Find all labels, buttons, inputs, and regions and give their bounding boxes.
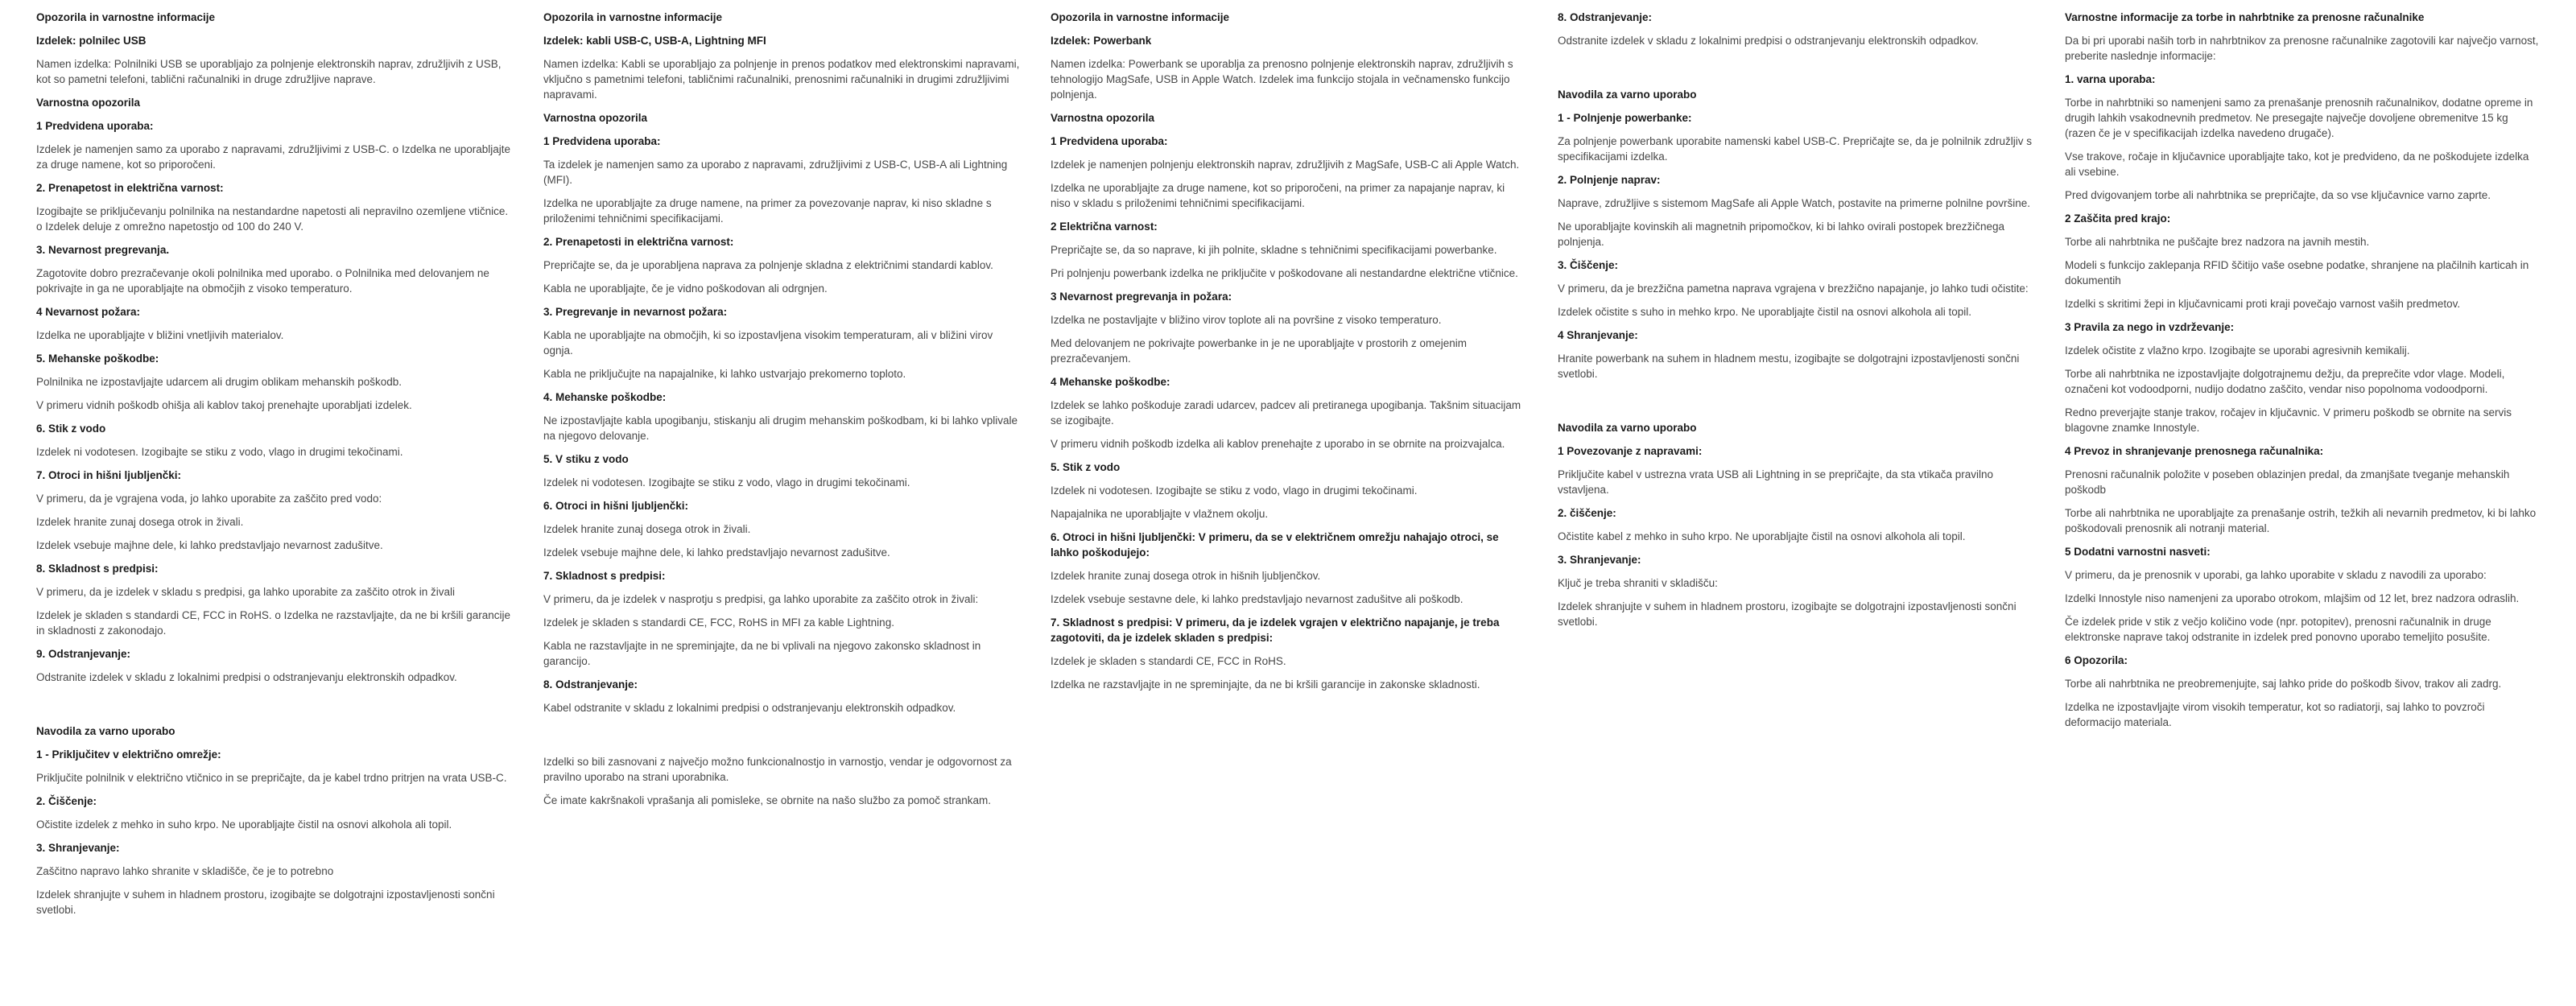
paragraph: Hranite powerbank na suhem in hladnem mestu, izogibajte se dolgotrajni izpostavljenosti sončni svetlobi. (1558, 353, 2020, 380)
paragraph: Prepričajte se, da so naprave, ki jih polnite, skladne s tehničnimi specifikacijami powerbanke. (1051, 244, 1497, 256)
section-heading: 6. Stik z vodo (36, 423, 106, 435)
section-heading: Varnostna opozorila (543, 112, 648, 124)
paragraph: V primeru vidnih poškodb izdelka ali kablov prenehajte z uporabo in se obrnite na proizvajalca. (1051, 438, 1505, 450)
paragraph: V primeru, da je brezžična pametna naprava vgrajena v brezžično napajanje, jo lahko tudi očistite: (1558, 282, 2029, 295)
section-heading: 7. Skladnost s predpisi: V primeru, da je izdelek vgrajen v električno napajanje, je treba zagotoviti, da je izdelek skladen s predpisi: (1051, 616, 1500, 644)
text-column-2 (543, 10, 1020, 816)
section-heading: 3 Nevarnost pregrevanja in požara: (1051, 291, 1232, 303)
section-heading: 2. čiščenje: (1558, 507, 1616, 519)
paragraph: Namen izdelka: Powerbank se uporablja za prenosno polnjenje elektronskih naprav, združljivih s tehnologijo MagSafe, USB in Apple Watch. Izdelek ima funkcijo stojala in večnamensko funkcijo polnjenja. (1051, 58, 1513, 101)
paragraph: Izdelek ni vodotesen. Izogibajte se stiku z vodo, vlago in drugimi tekočinami. (36, 446, 403, 458)
section-heading: 4 Prevoz in shranjevanje prenosnega računalnika: (2065, 445, 2324, 457)
paragraph: Da bi pri uporabi naših torb in nahrbtnikov za prenosne računalnike zagotovili kar največjo varnost, preberite naslednje informacije: (2065, 35, 2539, 62)
section-gap (1558, 390, 2034, 420)
text-column-4 (1558, 10, 2034, 637)
section-heading: 8. Odstranjevanje: (1558, 11, 1653, 23)
section-heading: 5. V stiku z vodo (543, 453, 629, 465)
section-heading: 4. Mehanske poškodbe: (543, 391, 667, 403)
paragraph: Izdelka ne uporabljajte v bližini vnetljivih materialov. (36, 329, 284, 341)
section-heading: 1 - Priključitev v električno omrežje: (36, 748, 221, 761)
section-heading: 3. Shranjevanje: (36, 842, 120, 854)
section-heading: 2. Čiščenje: (36, 795, 97, 807)
section-heading: 2. Polnjenje naprav: (1558, 174, 1661, 186)
section-heading: 3. Pregrevanje in nevarnost požara: (543, 306, 728, 318)
section-heading: 1 Predvidena uporaba: (36, 120, 154, 132)
paragraph: Izdelek se lahko poškoduje zaradi udarcev, padcev ali pretiranega upogibanja. Takšnim situacijam se izogibajte. (1051, 399, 1521, 427)
paragraph: Prepričajte se, da je uporabljena naprava za polnjenje skladna z električnimi standardi kablov. (543, 259, 993, 271)
section-heading: 7. Skladnost s predpisi: (543, 570, 666, 582)
paragraph: Redno preverjajte stanje trakov, ročajev in ključavnic. V primeru poškodb se obrnite na servis blagovne znamke Innostyle. (2065, 406, 2512, 434)
paragraph: Izdelek vsebuje majhne dele, ki lahko predstavljajo nevarnost zadušitve. (543, 546, 890, 559)
section-heading: 1 Predvidena uporaba: (543, 135, 661, 147)
section-heading: Varnostna opozorila (36, 97, 141, 109)
section-heading: Navodila za varno uporabo (1558, 422, 1697, 434)
paragraph: Ne uporabljajte kovinskih ali magnetnih pripomočkov, ki bi lahko ovirali postopek brezžičnega polnjenja. (1558, 221, 2005, 248)
paragraph: Ne izpostavljajte kabla upogibanju, stiskanju ali drugim mehanskim poškodbam, ki bi lahko vplivale na njegovo delovanje. (543, 414, 1018, 442)
paragraph: V primeru, da je izdelek v skladu s predpisi, ga lahko uporabite za zaščito otrok in živali (36, 586, 456, 598)
paragraph: Izogibajte se priključevanju polnilnika na nestandardne napetosti ali nepravilno ozemljene vtičnice. o Izdelek deluje z omrežno napetostjo od 100 do 240 V. (36, 205, 509, 233)
paragraph: Kabel odstranite v skladu z lokalnimi predpisi o odstranjevanju elektronskih odpadkov. (543, 702, 956, 714)
paragraph: Izdelek hranite zunaj dosega otrok in živali. (543, 523, 751, 535)
section-gap (1558, 56, 2034, 87)
section-heading: 6. Otroci in hišni ljubljenčki: V primeru, da se v električnem omrežju nahajajo otroci, se lahko poškodujejo: (1051, 531, 1499, 559)
section-heading: 1 Predvidena uporaba: (1051, 135, 1168, 147)
section-heading: Opozorila in varnostne informacije (1051, 11, 1230, 23)
paragraph: Kabla ne priključujte na napajalnike, ki lahko ustvarjajo prekomerno toploto. (543, 368, 906, 380)
section-heading: 3. Nevarnost pregrevanja. (36, 244, 170, 256)
paragraph: Izdelek je namenjen polnjenju elektronskih naprav, združljivih z MagSafe, USB-C ali Apple Watch. (1051, 159, 1520, 171)
paragraph: Izdelek ni vodotesen. Izogibajte se stiku z vodo, vlago in drugimi tekočinami. (543, 476, 910, 489)
section-heading: 8. Odstranjevanje: (543, 678, 638, 691)
paragraph: Izdelek hranite zunaj dosega otrok in hišnih ljubljenčkov. (1051, 570, 1321, 582)
paragraph: V primeru, da je vgrajena voda, jo lahko uporabite za zaščito pred vodo: (36, 493, 382, 505)
paragraph: Odstranite izdelek v skladu z lokalnimi predpisi o odstranjevanju elektronskih odpadkov. (36, 671, 457, 683)
section-heading: 5. Mehanske poškodbe: (36, 353, 159, 365)
section-heading: 6 Opozorila: (2065, 654, 2128, 666)
paragraph: Izdelka ne postavljajte v bližino virov toplote ali na površine z visoko temperaturo. (1051, 314, 1442, 326)
paragraph: Zaščitno napravo lahko shranite v skladišče, če je to potrebno (36, 865, 334, 877)
section-heading: 6. Otroci in hišni ljubljenčki: (543, 500, 689, 512)
paragraph: Pred dvigovanjem torbe ali nahrbtnika se prepričajte, da so vse ključavnice varno zaprte. (2065, 189, 2491, 201)
section-heading: 4 Nevarnost požara: (36, 306, 141, 318)
paragraph: Vse trakove, ročaje in ključavnice uporabljajte tako, kot je predvideno, da ne poškodujete izdelka ali vsebine. (2065, 150, 2529, 178)
section-heading: 2 Električna varnost: (1051, 221, 1158, 233)
section-heading: Varnostne informacije za torbe in nahrbtnike za prenosne računalnike (2065, 11, 2425, 23)
paragraph: Torbe ali nahrbtnika ne puščajte brez nadzora na javnih mestih. (2065, 236, 2370, 248)
paragraph: Izdelek shranjujte v suhem in hladnem prostoru, izogibajte se dolgotrajni izpostavljenosti sončni svetlobi. (36, 888, 495, 916)
section-heading: Opozorila in varnostne informacije (36, 11, 216, 23)
paragraph: Očistite kabel z mehko in suho krpo. Ne uporabljajte čistil na osnovi alkohola ali topil. (1558, 530, 1966, 542)
paragraph: Priključite kabel v ustrezna vrata USB ali Lightning in se prepričajte, da sta vtikača pravilno vstavljena. (1558, 468, 1994, 496)
section-heading: Navodila za varno uporabo (1558, 89, 1697, 101)
section-gap (543, 724, 1020, 754)
paragraph: Izdelka ne uporabljajte za druge namene, kot so priporočeni, na primer za napajanje naprav, ki niso v skladu s priloženimi tehničnimi specifikacijami. (1051, 182, 1505, 209)
paragraph: Če izdelek pride v stik z večjo količino vode (npr. potopitev), prenosni računalnik in druge elektronske naprave takoj odstranite in izdelek pred ponovno uporabo temeljito posušite. (2065, 616, 2491, 643)
section-heading: Izdelek: Powerbank (1051, 35, 1152, 47)
paragraph: Torbe in nahrbtniki so namenjeni samo za prenašanje prenosnih računalnikov, dodatne opreme in drugih lahkih vsakodnevnih predmetov. Ne presegajte največje dovoljene obremenitve 15 kg (razen če je v specifikacijah izdelka navedeno drugače). (2065, 97, 2533, 139)
paragraph: Kabla ne uporabljajte na območjih, ki so izpostavljena visokim temperaturam, ali v bližini virov ognja. (543, 329, 993, 357)
text-column-1 (36, 10, 513, 926)
paragraph: V primeru, da je izdelek v nasprotju s predpisi, ga lahko uporabite za zaščito otrok in živali: (543, 593, 979, 605)
paragraph: Izdelek je skladen s standardi CE, FCC in RoHS. o Izdelka ne razstavljajte, da ne bi kršili garancije in skladnosti z zakonodajo. (36, 609, 511, 637)
paragraph: Priključite polnilnik v električno vtičnico in se prepričajte, da je kabel trdno pritrjen na vrata USB-C. (36, 772, 507, 784)
section-heading: 2 Zaščita pred krajo: (2065, 212, 2171, 225)
text-column-5 (2065, 10, 2541, 738)
paragraph: Kabla ne uporabljajte, če je vidno poškodovan ali odrgnjen. (543, 282, 828, 295)
paragraph: Izdelek vsebuje sestavne dele, ki lahko predstavljajo nevarnost zadušitve ali poškodb. (1051, 593, 1463, 605)
section-heading: 2. Prenapetost in električna varnost: (36, 182, 224, 194)
paragraph: Namen izdelka: Kabli se uporabljajo za polnjenje in prenos podatkov med elektronskimi napravami, vključno s pametnimi telefoni, tabličnimi računalniki, prenosnimi računalniki in drugimi združljivimi napravami. (543, 58, 1020, 101)
section-heading: Izdelek: kabli USB-C, USB-A, Lightning MFI (543, 35, 766, 47)
paragraph: Naprave, združljive s sistemom MagSafe ali Apple Watch, postavite na primerne polnilne površine. (1558, 197, 2031, 209)
paragraph: Očistite izdelek z mehko in suho krpo. Ne uporabljajte čistil na osnovi alkohola ali topil. (36, 818, 452, 831)
paragraph: Izdelek vsebuje majhne dele, ki lahko predstavljajo nevarnost zadušitve. (36, 539, 383, 551)
paragraph: Prenosni računalnik položite v poseben oblazinjen predal, da zmanjšate tveganje mehanskih poškodb (2065, 468, 2510, 496)
paragraph: Ključ je treba shraniti v skladišču: (1558, 577, 1718, 589)
section-heading: 9. Odstranjevanje: (36, 648, 131, 660)
paragraph: Izdelka ne izpostavljajte virom visokih temperatur, kot so radiatorji, saj lahko to povzroči deformacijo materiala. (2065, 701, 2485, 728)
paragraph: Med delovanjem ne pokrivajte powerbanke in je ne uporabljajte v prostorih z omejenim prezračevanjem. (1051, 337, 1468, 365)
paragraph: V primeru vidnih poškodb ohišja ali kablov takoj prenehajte uporabljati izdelek. (36, 399, 412, 411)
section-heading: 3. Shranjevanje: (1558, 554, 1641, 566)
section-heading: Opozorila in varnostne informacije (543, 11, 723, 23)
paragraph: Izdelek ni vodotesen. Izogibajte se stiku z vodo, vlago in drugimi tekočinami. (1051, 484, 1418, 497)
section-heading: 1 Povezovanje z napravami: (1558, 445, 1703, 457)
paragraph: Modeli s funkcijo zaklepanja RFID ščitijo vaše osebne podatke, shranjene na plačilnih karticah in dokumentih (2065, 259, 2529, 287)
paragraph: Za polnjenje powerbank uporabite namenski kabel USB-C. Prepričajte se, da je polnilnik združljiv s specifikacijami izdelka. (1558, 135, 2033, 163)
paragraph: Polnilnika ne izpostavljajte udarcem ali drugim oblikam mehanskih poškodb. (36, 376, 402, 388)
paragraph: Izdelki so bili zasnovani z največjo možno funkcionalnostjo in varnostjo, vendar je odgovornost za pravilno uporabo na strani uporabnika. (543, 756, 1012, 783)
section-heading: 4 Mehanske poškodbe: (1051, 376, 1170, 388)
paragraph: Ta izdelek je namenjen samo za uporabo z napravami, združljivimi z USB-C, USB-A ali Lightning (MFI). (543, 159, 1008, 186)
paragraph: Torbe ali nahrbtnika ne preobremenjujte, saj lahko pride do poškodb šivov, trakov ali zadrg. (2065, 678, 2502, 690)
section-heading: 7. Otroci in hišni ljubljenčki: (36, 469, 182, 481)
paragraph: Torbe ali nahrbtnika ne uporabljajte za prenašanje ostrih, težkih ali nevarnih predmetov, ki bi lahko poškodovali prenosnik ali notranji material. (2065, 507, 2537, 534)
paragraph: V primeru, da je prenosnik v uporabi, ga lahko uporabite v skladu z navodili za uporabo: (2065, 569, 2487, 581)
section-heading: 5 Dodatni varnostni nasveti: (2065, 546, 2211, 558)
paragraph: Izdelek je skladen s standardi CE, FCC, RoHS in MFI za kable Lightning. (543, 616, 894, 629)
paragraph: Če imate kakršnakoli vprašanja ali pomisleke, se obrnite na našo službo za pomoč strankam. (543, 794, 992, 806)
paragraph: Izdelki s skritimi žepi in ključavnicami proti kraji povečajo varnost vaših predmetov. (2065, 298, 2461, 310)
section-heading: Navodila za varno uporabo (36, 725, 175, 737)
paragraph: Izdelek shranjujte v suhem in hladnem prostoru, izogibajte se dolgotrajni izpostavljenosti sončni svetlobi. (1558, 600, 2017, 628)
section-gap (36, 693, 513, 724)
paragraph: Pri polnjenju powerbank izdelka ne priključite v poškodovane ali nestandardne električne vtičnice. (1051, 267, 1518, 279)
section-heading: 1 - Polnjenje powerbanke: (1558, 112, 1692, 124)
paragraph: Torbe ali nahrbtnika ne izpostavljajte dolgotrajnemu dežju, da preprečite vdor vlage. Modeli, označeni kot vodoodporni, nudijo dodatno zaščito, vendar niso popolnoma vodoodporni. (2065, 368, 2505, 395)
paragraph: Napajalnika ne uporabljajte v vlažnem okolju. (1051, 508, 1269, 520)
section-heading: 1. varna uporaba: (2065, 73, 2156, 85)
paragraph: Izdelek očistite z vlažno krpo. Izogibajte se uporabi agresivnih kemikalij. (2065, 344, 2410, 357)
paragraph: Namen izdelka: Polnilniki USB se uporabljajo za polnjenje elektronskih naprav, združljivih z USB, kot so pametni telefoni, tablični računalniki in druge združljive naprave. (36, 58, 502, 85)
paragraph: Izdelek očistite s suho in mehko krpo. Ne uporabljajte čistil na osnovi alkohola ali topil. (1558, 306, 1972, 318)
paragraph: Izdelek hranite zunaj dosega otrok in živali. (36, 516, 244, 528)
section-heading: 4 Shranjevanje: (1558, 329, 1638, 341)
text-column-3 (1051, 10, 1527, 700)
section-heading: 3 Pravila za nego in vzdrževanje: (2065, 321, 2235, 333)
paragraph: Izdelek je namenjen samo za uporabo z napravami, združljivimi z USB-C. o Izdelka ne uporabljajte za druge namene, kot so priporočeni. (36, 143, 511, 171)
paragraph: Kabla ne razstavljajte in ne spreminjajte, da ne bi vplivali na njegovo zakonsko skladnost in garancijo. (543, 640, 981, 667)
paragraph: Odstranite izdelek v skladu z lokalnimi predpisi o odstranjevanju elektronskih odpadkov. (1558, 35, 1979, 47)
paragraph: Izdelki Innostyle niso namenjeni za uporabo otrokom, mlajšim od 12 let, brez nadzora odraslih. (2065, 592, 2520, 604)
section-heading: 8. Skladnost s predpisi: (36, 563, 159, 575)
section-heading: 3. Čiščenje: (1558, 259, 1619, 271)
paragraph: Izdelka ne uporabljajte za druge namene, na primer za povezovanje naprav, ki niso skladne s priloženimi tehničnimi specifikacijami. (543, 197, 992, 225)
section-heading: Izdelek: polnilec USB (36, 35, 147, 47)
paragraph: Zagotovite dobro prezračevanje okoli polnilnika med uporabo. o Polnilnika med delovanjem ne pokrivajte in ga ne uporabljajte na območjih z visoko temperaturo. (36, 267, 489, 295)
paragraph: Izdelek je skladen s standardi CE, FCC in RoHS. (1051, 655, 1286, 667)
section-heading: 2. Prenapetosti in električna varnost: (543, 236, 734, 248)
paragraph: Izdelka ne razstavljajte in ne spreminjajte, da ne bi kršili garancije in zakonske skladnosti. (1051, 678, 1480, 691)
section-heading: Varnostna opozorila (1051, 112, 1155, 124)
section-heading: 5. Stik z vodo (1051, 461, 1121, 473)
